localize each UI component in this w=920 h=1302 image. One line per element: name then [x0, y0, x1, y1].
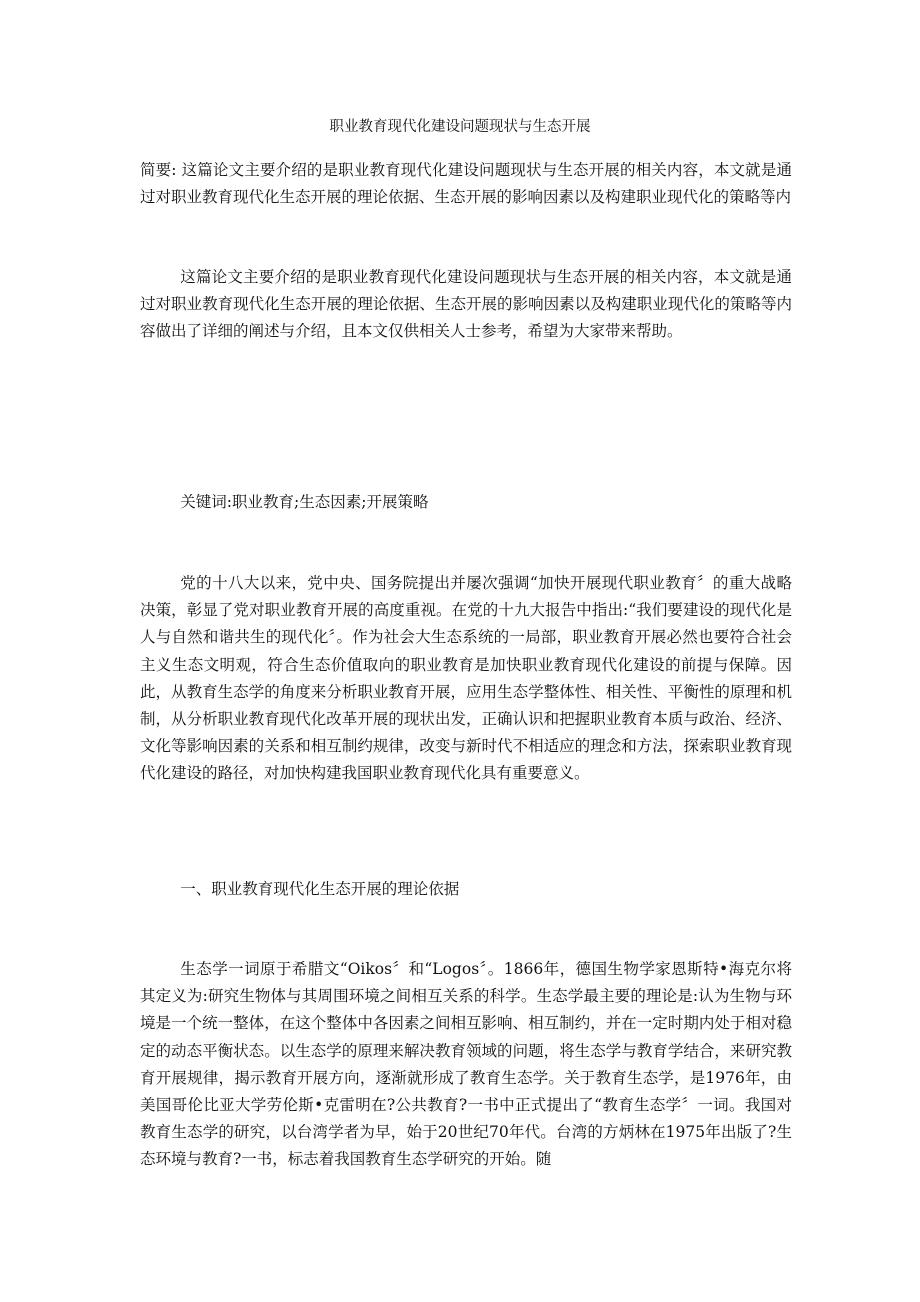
section-heading-1: 一、职业教育现代化生态开展的理论依据	[180, 880, 460, 898]
body-paragraph-1: 党的十八大以来，党中央、国务院提出并屡次强调“加快开展现代职业教育〞的重大战略决策，彰显了党对职业教育开展的高度重视。在党的十九大报告中指出:“我们要建设的现代化是人与自然和谐共生的现代化〞。作为社会大生态系统的一局部，职业教育开展必然也要符合社会主义生态文明观，符合生态价值取向的职业教育是加快职业教育现代化建设的前提与保障。因此，从教育生态学的角度来分析职业教育开展，应用生态学整体性、相关性、平衡性的原理和机制，从分析职业教育现代化改革开展的现状出发，正确认识和把握职业教育本质与政治、经济、文化等影响因素的关系和相互制约规律，改变与新时代不相适应的理念和方法，探索职业教育现代化建设的路径，对加快构建我国职业教育现代化具有重要意义。	[140, 574, 792, 783]
intro-paragraph: 这篇论文主要介绍的是职业教育现代化建设问题现状与生态开展的相关内容，本文就是通过对职业教育现代化生态开展的理论依据、生态开展的影响因素以及构建职业现代化的策略等内容做出了详细的阐述与介绍，且本文仅供相关人士参考，希望为大家带来帮助。	[140, 268, 792, 341]
keywords-line: 关键词:职业教育;生态因素;开展策略	[180, 493, 429, 511]
body-paragraph-2: 生态学一词原于希腊文“Oikos〞和“Logos〞。1866年，德国生物学家恩斯特•海克尔将其定义为:研究生物体与其周围环境之间相互关系的科学。生态学最主要的理论是:认为生物与环境是一个统一整体，在这个整体中各因素之间相互影响、相互制约，并在一定时期内处于相对稳定的动态平衡状态。以生态学的原理来解决教育领域的问题，将生态学与教育学结合，来研究教育开展规律，揭示教育开展方向，逐渐就形成了教育生态学。关于教育生态学，是1976年，由美国哥伦比亚大学劳伦斯•克雷明在?公共教育?一书中正式提出了“教育生态学〞一词。我国对教育生态学的研究，以台湾学者为早，始于20世纪70年代。台湾的方炳林在1975年出版了?生态环境与教育?一书，标志着我国教育生态学研究的开始。随	[140, 960, 792, 1169]
abstract-paragraph: 简要: 这篇论文主要介绍的是职业教育现代化建设问题现状与生态开展的相关内容，本文就是通过对职业教育现代化生态开展的理论依据、生态开展的影响因素以及构建职业现代化的策略等内	[140, 161, 792, 207]
document-title: 职业教育现代化建设问题现状与生态开展	[329, 119, 591, 135]
